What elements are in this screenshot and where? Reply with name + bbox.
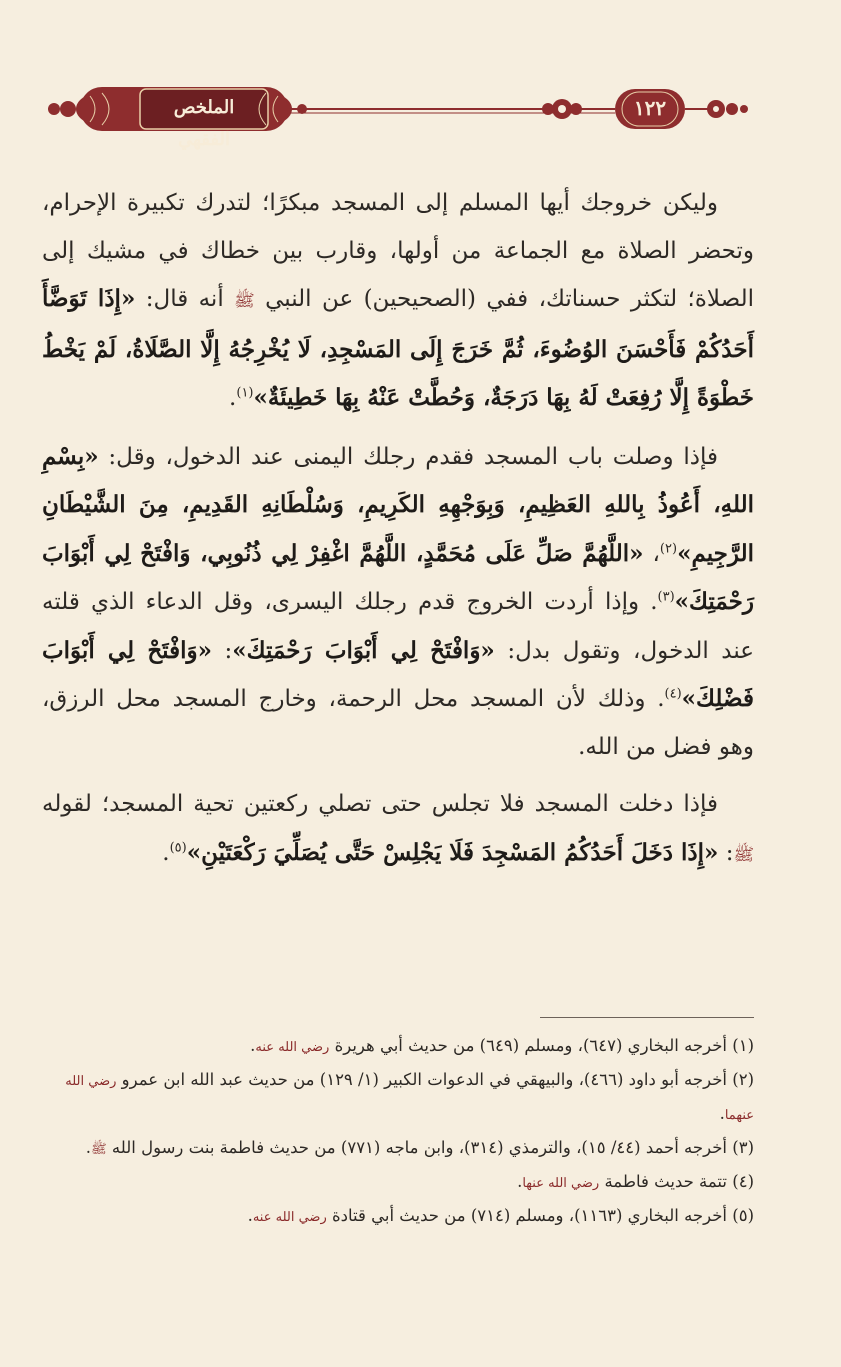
hadith-quote: «اللَّهُمَّ صَلِّ عَلَى مُحَمَّدٍ، اللَّهُمَّ اغْفِرْ لِي ذُنُوبِي، وَافْتَحْ لِي أَبْوَابَ رَحْمَتِكَ»: [42, 539, 754, 615]
text-run: .: [719, 1104, 725, 1123]
text-run: :: [718, 839, 734, 866]
footnote-number: (٢): [727, 1070, 754, 1089]
hadith-quote: «إِذَا تَوَضَّأَ أَحَدُكُمْ فَأَحْسَنَ الوُضُوءَ، ثُمَّ خَرَجَ إِلَى المَسْجِدِ، لَا يُخْرِجُهُ إِلَّا الصَّلَاةُ، لَمْ يَخْطُ خَطْوَةً إِلَّا رُفِعَتْ لَهُ بِهَا دَرَجَةٌ، وَحُطَّتْ عَنْهُ بِهَا خَطِيئَةٌ»: [42, 285, 754, 411]
footnote-number: (٥): [727, 1206, 754, 1225]
text-run: . وإذا أردت الخروج قدم رجلك اليسرى، وقل الدعاء الذي قلته عند الدخول، وتقول بدل:: [42, 589, 755, 664]
honorific: رضي الله عنهما: [65, 1074, 754, 1123]
text-run: أخرجه البخاري (١١٦٣)، ومسلم (٧١٤) من حديث أبي قتادة: [326, 1206, 727, 1225]
footnote-number: (٤): [727, 1172, 754, 1191]
honorific: رضي الله عنه: [255, 1040, 330, 1055]
text-run: .: [162, 839, 170, 866]
text-run: أنه قال:: [135, 286, 235, 312]
text-run: أخرجه أحمد (٤٤/ ١٥)، والترمذي (٣١٤)، وابن ماجه (٧٧١) من حديث فاطمة بنت رسول الله: [106, 1138, 727, 1157]
hadith-quote: «وَافْتَحْ لِي أَبْوَابَ فَضْلِكَ»: [42, 636, 754, 712]
honorific: ﷺ: [234, 291, 255, 311]
text-run: :: [212, 637, 233, 664]
text-run: أخرجه البخاري (٦٤٧)، ومسلم (٦٤٩) من حديث أبي هريرة: [329, 1036, 727, 1055]
text-run: .: [229, 385, 237, 411]
footnote-ref: (٢): [659, 540, 678, 556]
footnote: [42, 1064, 754, 1132]
text-run: تتمة حديث فاطمة: [599, 1172, 727, 1191]
footnote-number: (٣): [727, 1138, 754, 1157]
footnotes: [42, 1030, 754, 1234]
footnote: [42, 1132, 754, 1166]
text-run: فإذا وصلت باب المسجد فقدم رجلك اليمنى عند الدخول، وقل:: [98, 443, 718, 470]
footnote-ref: (٤): [664, 686, 682, 702]
footnote: [42, 1166, 754, 1200]
paragraph: [42, 781, 754, 879]
footnote-separator: [540, 1017, 754, 1018]
page-number: ١٢٢: [633, 96, 667, 120]
book-title: الملخص الفقهي: [173, 97, 235, 150]
text-run: وليكن خروجك أيها المسلم إلى المسجد مبكرًا؛ لتدرك تكبيرة الإحرام، وتحضر الصلاة مع الجماعة من أولها، وقارب بين خطاك في مشيك إلى الصلاة؛ لتكثر حسناتك، ففي (الصحيحين) عن النبي: [42, 190, 754, 312]
text-run: ،: [643, 540, 660, 567]
honorific: رضي الله عنه: [252, 1210, 327, 1225]
hadith-quote: «وَافْتَحْ لِي أَبْوَابَ رَحْمَتِكَ»: [232, 636, 495, 664]
text-run: أخرجه أبو داود (٤٦٦)، والبيهقي في الدعوات الكبير (١/ ١٢٩) من حديث عبد الله ابن عمرو: [116, 1070, 727, 1089]
text-run: .: [85, 1138, 91, 1157]
honorific: ﷺ: [90, 1142, 107, 1157]
center-knot: [542, 99, 582, 119]
hadith-quote: «بِسْمِ اللهِ، أَعُوذُ بِاللهِ العَظِيمِ، وَبِوَجْهِهِ الكَرِيمِ، وَسُلْطَانِهِ القَدِيمِ، مِنَ الشَّيْطَانِ الرَّجِيمِ»: [42, 442, 754, 567]
text-run: .: [517, 1172, 523, 1191]
footnote-number: (١): [727, 1036, 754, 1055]
honorific: ﷺ: [733, 844, 754, 865]
footnote: [42, 1200, 754, 1234]
footnote-ref: (١): [236, 385, 254, 401]
paragraph: [42, 433, 754, 772]
paragraph: [42, 180, 754, 423]
footnote-ref: (٣): [657, 589, 675, 605]
page-header: [40, 78, 754, 150]
hadith-quote: «إِذَا دَخَلَ أَحَدُكُمُ المَسْجِدَ فَلَا يَجْلِسْ حَتَّى يُصَلِّيَ رَكْعَتَيْنِ»: [186, 838, 719, 866]
honorific: رضي الله عنها: [522, 1176, 600, 1191]
text-run: .: [247, 1206, 253, 1225]
text-run: .: [250, 1036, 256, 1055]
footnote-ref: (٥): [169, 839, 187, 855]
text-run: فإذا دخلت المسجد فلا تجلس حتى تصلي ركعتين تحية المسجد؛ لقوله: [42, 791, 718, 817]
main-text: [42, 180, 754, 879]
footnote: [42, 1030, 754, 1064]
text-run: . وذلك لأن المسجد محل الرحمة، وخارج المسجد محل الرزق، وهو فضل من الله.: [42, 686, 754, 760]
